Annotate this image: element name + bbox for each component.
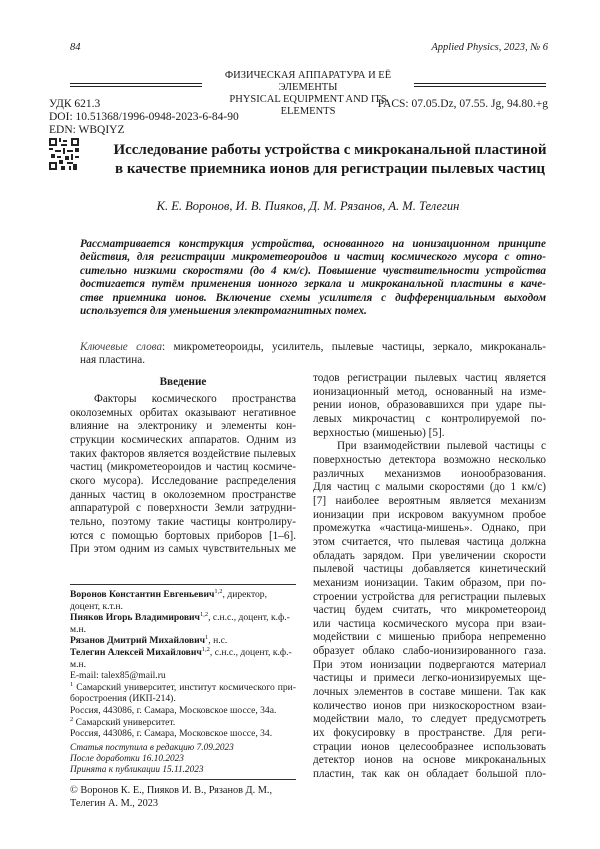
date-received: Статья поступила в редакцию 7.09.2023	[70, 743, 296, 754]
abstract-line: Рассматривается конструкция устройства, основанного на ионизационном принципе	[80, 238, 546, 251]
affiliation-address: Россия, 443086, г. Самара, Московское шоссе, 34а.	[70, 705, 296, 717]
text-line: пластин, так как он обладает большой пло-	[313, 768, 546, 782]
text-line: левых микрочастиц с контролируемой по-	[313, 413, 546, 427]
date-accepted: Принята к публикации 15.11.2023	[70, 765, 296, 776]
abstract-line: сительно низкими скоростями (до 4 км/с). Повышение чувствительности устройства	[80, 265, 546, 278]
text-line: таких факторов является воздействие пылевых	[70, 448, 296, 462]
text-line: промежутка «частица-мишень». Однако, при	[313, 522, 546, 536]
author-position: , с.н.с., доцент, к.ф.-м.н.	[70, 612, 290, 635]
text-line: данных частиц в околоземном пространстве	[70, 489, 296, 503]
text-line: частицы и примеси легко-ионизируемых ще-	[313, 672, 546, 686]
text-line: При взаимодействии пылевой частицы с	[313, 440, 546, 454]
text-line: поверхностью детектора возможно несколько	[313, 454, 546, 468]
author-name: Рязанов Дмитрий Михайлович	[70, 635, 205, 646]
text-line: частиц (микрометеороидов и частиц космиче-	[70, 461, 296, 475]
udk: УДК 621.3	[49, 98, 239, 111]
author-footnote	[70, 612, 296, 635]
author-name: Телегин Алексей Михайлович	[70, 647, 202, 658]
affiliation-line: боростроения (ИКП-214).	[70, 693, 296, 705]
footnote-divider	[70, 584, 296, 585]
article-identifiers	[49, 98, 239, 137]
abstract-line: используется для уменьшения электромагнитных помех.	[80, 305, 546, 318]
author-footnote	[70, 647, 296, 670]
section-rule-left	[70, 83, 202, 87]
text-line: пылевой частицы добавляется кинетический	[313, 563, 546, 577]
affiliation-text: Самарский университет.	[76, 717, 176, 728]
author-footnote	[70, 589, 296, 612]
journal-name: Applied Physics, 2023, № 6	[431, 42, 548, 53]
copyright-divider	[70, 779, 296, 780]
affiliation-text: Самарский университет, институт космического при-	[76, 682, 296, 693]
abstract-line: стве приемника ионов. Включение схемы усилителя с дифференциальным выходом	[80, 292, 546, 305]
left-column	[70, 393, 296, 557]
affiliation-mark: 1,2	[202, 646, 210, 653]
affiliation-line	[70, 717, 296, 729]
text-line: лочных элементов в составе мишени. Так как	[313, 686, 546, 700]
text-line: ются с помощью бортовых приборов [1–6].	[70, 530, 296, 544]
keywords	[80, 341, 546, 368]
text-line: тодов регистрации пылевых частиц является	[313, 372, 546, 386]
article-dates	[70, 743, 296, 777]
abstract-line: действия, для регистрации микрометеороидов и частиц космического мусора с отно-	[80, 251, 546, 264]
text-line: модействии мало, то следует предусмотреть	[313, 713, 546, 727]
affiliation-address: Россия, 443086, г. Самара, Московское шоссе, 34.	[70, 728, 296, 740]
edn: EDN: WBQIYZ	[49, 124, 239, 137]
affiliation-mark: 1,2	[214, 588, 222, 595]
text-line: околоземных орбитах оказывают негативное	[70, 407, 296, 421]
text-line: строении устройства для регистрации пылевых	[313, 591, 546, 605]
text-line: механизм ионизации. Таким образом, при по-	[313, 577, 546, 591]
intro-heading: Введение	[70, 376, 296, 388]
qr-code-icon	[49, 138, 79, 170]
section-heading	[210, 70, 406, 118]
text-line: ионизации при искровом вакуумном пробое	[313, 509, 546, 523]
authors: К. Е. Воронов, И. В. Пияков, Д. М. Рязанов, А. М. Телегин	[70, 199, 546, 214]
author-footnotes	[70, 589, 296, 740]
text-line: страции ионов целесообразнее использовать	[313, 741, 546, 755]
text-line: [7] наиболее вероятным является механизм	[313, 495, 546, 509]
text-line: количество ионов при низкоскоростном взаи-	[313, 700, 546, 714]
text-line: ского мусора). Исследование распределения	[70, 475, 296, 489]
abstract-line: достигается путём применения ионного зеркала и микроканальной пластины в каче-	[80, 278, 546, 291]
text-line: или частица космического мусора при взаи-	[313, 618, 546, 632]
affiliation-mark: 1	[70, 682, 73, 688]
right-column	[313, 372, 546, 782]
article-title	[90, 141, 570, 178]
text-line: Факторы космического пространства	[70, 393, 296, 407]
author-position: , с.н.с., доцент, к.ф.-м.н.	[70, 647, 292, 670]
keywords-text: : микрометеороиды, усилитель, пылевые частицы, зеркало, микроканаль-	[162, 341, 546, 353]
text-line: образует облако слабо-ионизированного газа.	[313, 645, 546, 659]
article-title-line: Исследование работы устройства с микроканальной пластиной	[90, 141, 570, 160]
pacs: PACS: 07.05.Dz, 07.55. Jg, 94.80.+g	[378, 98, 548, 111]
text-line: струкции космических аппаратов. Одним из	[70, 434, 296, 448]
date-revised: После доработки 16.10.2023	[70, 754, 296, 765]
copyright	[70, 785, 296, 810]
text-line: обладать зарядом. При увеличении скорости	[313, 550, 546, 564]
author-footnote	[70, 635, 296, 647]
author-name: Воронов Константин Евгеньевич	[70, 589, 214, 600]
section-heading-ru: ФИЗИЧЕСКАЯ АППАРАТУРА И ЕЁ ЭЛЕМЕНТЫ	[210, 70, 406, 94]
text-line: тельно, поэтому такие частицы контролиру-	[70, 516, 296, 530]
doi: DOI: 10.51368/1996-0948-2023-6-84-90	[49, 111, 239, 124]
author-email: E-mail: talex85@mail.ru	[70, 670, 296, 682]
section-heading-en: PHYSICAL EQUIPMENT AND ITS ELEMENTS	[210, 94, 406, 118]
text-line: детектор ионов на основе микроканальных	[313, 754, 546, 768]
text-line: рении ионов, образовавшихся при ударе пы-	[313, 399, 546, 413]
article-title-line: в качестве приемника ионов для регистрации пылевых частиц	[90, 160, 570, 179]
section-rule-right	[414, 83, 546, 87]
author-name: Пияков Игорь Владимирович	[70, 612, 200, 623]
text-line: модействии с мишенью прибора непременно	[313, 631, 546, 645]
affiliation-mark: 2	[70, 717, 73, 723]
author-position: , н.с.	[208, 635, 227, 646]
text-line: аппаратурой с поверхности Земли затрудни-	[70, 502, 296, 516]
affiliation-mark: 1,2	[200, 611, 208, 618]
left-column-footer	[70, 584, 296, 810]
text-line: При этом ионизации подвергаются материал	[313, 659, 546, 673]
text-line: Для частиц с малыми скоростями (до 1 км/с)	[313, 481, 546, 495]
text-line: верхностью (мишенью) [5].	[313, 427, 546, 441]
copyright-line: Телегин А. М., 2023	[70, 798, 296, 811]
text-line: влияние на электронику и элементы кон-	[70, 420, 296, 434]
keywords-line: ная пластина.	[80, 354, 546, 367]
text-line: этом считается, что пылевая частица должна	[313, 536, 546, 550]
affiliation-mark: 1	[205, 634, 208, 641]
keywords-line	[80, 341, 546, 354]
text-line: При этом одним из самых чувствительных ме	[70, 543, 296, 557]
text-line: различных механизмов ионообразования.	[313, 468, 546, 482]
author-position: , директор, доцент, к.т.н.	[70, 589, 267, 612]
copyright-line: © Воронов К. Е., Пияков И. В., Рязанов Д. М.,	[70, 785, 296, 798]
abstract	[80, 238, 546, 318]
text-line: частиц будем считать, что микрометеороид	[313, 604, 546, 618]
keywords-label: Ключевые слова	[80, 341, 162, 353]
text-line: ионизационный метод, основанный на изме-	[313, 386, 546, 400]
text-line: их фокусировку в пространстве. Для реги-	[313, 727, 546, 741]
page-number: 84	[70, 42, 81, 53]
affiliation-line	[70, 682, 296, 694]
